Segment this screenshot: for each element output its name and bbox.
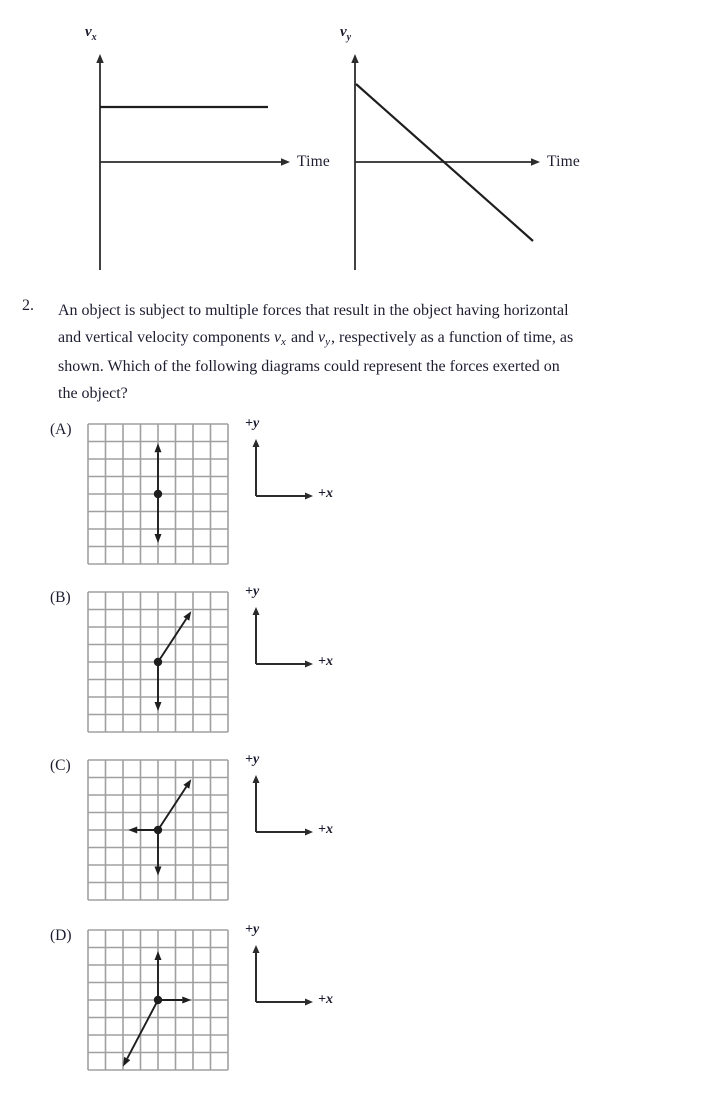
- force-diagram-b: [87, 591, 229, 733]
- object-dot: [154, 996, 162, 1004]
- choice-a: [0, 416, 720, 580]
- choice-d: [0, 922, 720, 1086]
- force-diagram-a: [87, 423, 229, 565]
- plus-x-label: +x: [318, 654, 333, 669]
- choice-a-label: (A): [50, 421, 72, 438]
- vx-label-base: v: [85, 24, 92, 40]
- vx-label-sub: x: [91, 32, 97, 43]
- choice-b-label: (B): [50, 589, 71, 606]
- force-diagram-d: [87, 929, 229, 1071]
- graph-canvas: [340, 22, 650, 274]
- vy-time-graph: [340, 22, 650, 274]
- object-dot: [154, 826, 162, 834]
- axes-legend: [243, 584, 353, 680]
- plus-x-label: +x: [318, 486, 333, 501]
- axes-legend: [243, 922, 353, 1018]
- choice-c-label: (C): [50, 757, 71, 774]
- question-number: 2.: [22, 297, 34, 314]
- plus-x-label: +x: [318, 822, 333, 837]
- plus-y-label: +y: [245, 922, 260, 937]
- question-line: the object?: [58, 385, 128, 402]
- vy-axis-label: [340, 24, 351, 41]
- vy-label-sub: y: [346, 32, 352, 43]
- force-diagram-c: [87, 759, 229, 901]
- force-grid-svg: [87, 759, 229, 901]
- vx-axis-label: [85, 24, 97, 41]
- question-line: shown. Which of the following diagrams could represent the forces exerted on: [58, 358, 560, 375]
- force-grid-svg: [87, 591, 229, 733]
- vy-label-base: v: [340, 24, 347, 40]
- axes-legend: [243, 752, 353, 848]
- axes-legend: [243, 416, 353, 512]
- plus-y-label: +y: [245, 752, 260, 767]
- object-dot: [154, 490, 162, 498]
- question-line: and vertical velocity components vx and vy, respectively as a function of time, as: [58, 329, 574, 348]
- force-grid-svg: [87, 423, 229, 565]
- question-line: An object is subject to multiple forces that result in the object having horizontal: [58, 302, 569, 319]
- time-axis-label: Time: [297, 153, 330, 170]
- object-dot: [154, 658, 162, 666]
- choice-b: [0, 584, 720, 748]
- choice-d-label: (D): [50, 927, 72, 944]
- plus-y-label: +y: [245, 584, 260, 599]
- question-text: [58, 297, 713, 407]
- plus-x-label: +x: [318, 992, 333, 1007]
- choice-c: [0, 752, 720, 916]
- time-axis-label: Time: [547, 153, 580, 170]
- force-grid-svg: [87, 929, 229, 1071]
- plus-y-label: +y: [245, 416, 260, 431]
